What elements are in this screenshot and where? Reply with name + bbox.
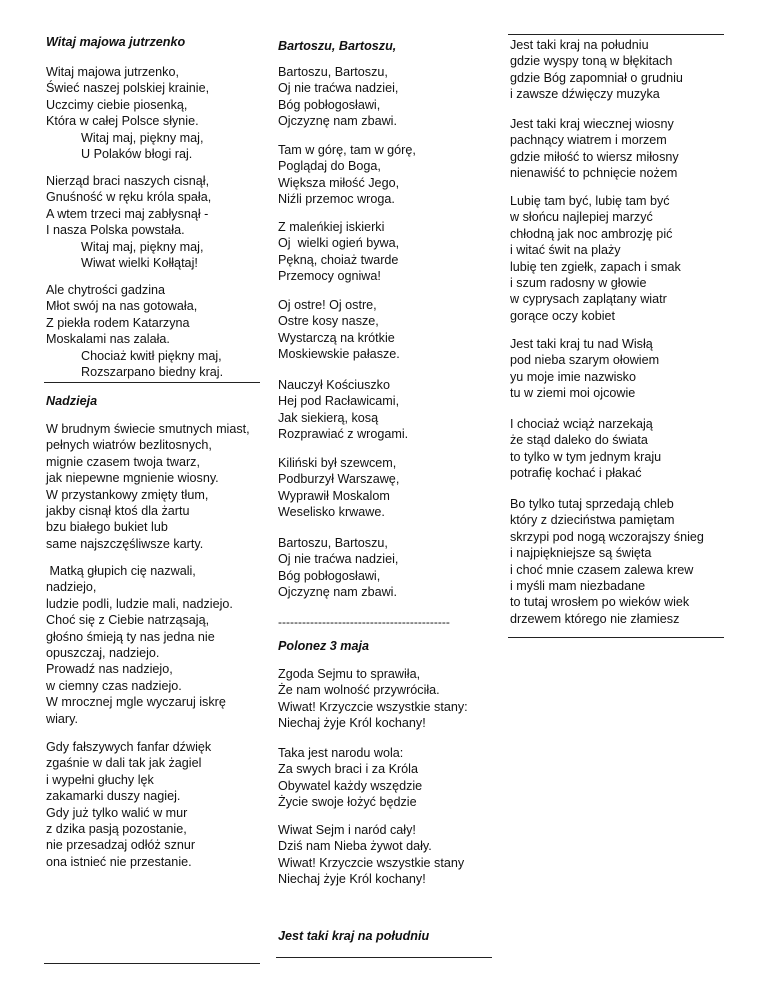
verse-line: Witaj majowa jutrzenko, [46, 65, 179, 79]
verse-line: zakamarki duszy nagiej. [46, 789, 181, 804]
verse-line: lubię ten zgiełk, zapach i smak [510, 259, 681, 274]
verse-line: Za swych braci i za Króla [278, 762, 418, 777]
stanza [510, 116, 679, 182]
stanza [278, 455, 399, 521]
verse-line: wiary. [46, 711, 78, 726]
verse-line: Matką głupich cię nazwali, [46, 564, 196, 578]
verse-line: i szum radosny w głowie [510, 276, 647, 291]
verse-line: głośno śmieją ty nas jedna nie [46, 629, 215, 644]
verse-line: Nauczył Kościuszko [278, 378, 390, 392]
verse-line: Że nam wolność przywróciła. [278, 683, 440, 698]
verse-line: Pękną, choiaż twarde [278, 252, 399, 267]
verse-line: Moskiewskie pałasze. [278, 347, 400, 362]
verse-line: Niechaj żyje Król kochany! [278, 716, 426, 731]
verse-line: to tutaj wrosłem po wieków wiek [510, 595, 690, 610]
verse-line: Ojczyznę nam zbawi. [278, 114, 397, 129]
verse-line: zgaśnie w dali tak jak żagiel [46, 756, 202, 771]
verse-line: I nasza Polska powstała. [46, 223, 185, 238]
verse-line: W przystankowy zmięty tłum, [46, 487, 209, 502]
verse-line: Nierząd braci naszych cisnął, [46, 174, 210, 188]
poem-title-polonez: Polonez 3 maja [278, 639, 369, 653]
col2-rule-bottom [276, 957, 492, 958]
stanza [278, 219, 399, 285]
verse-line: Wiwat Sejm i naród cały! [278, 823, 416, 837]
verse-line: mignie czasem twoja twarz, [46, 454, 200, 469]
verse-line: Poglądaj do Boga, [278, 159, 381, 174]
verse-line: Podburzył Warszawę, [278, 472, 400, 487]
verse-line: Taka jest narodu wola: [278, 746, 404, 760]
verse-line: Bartoszu, Bartoszu, [278, 536, 388, 550]
verse-line: pod nieba szarym ołowiem [510, 353, 660, 368]
verse-line: Ostre kosy nasze, [278, 314, 379, 329]
verse-line: Wystarczą na krótkie [278, 330, 395, 345]
verse-line: że stąd daleko do świata [510, 433, 648, 448]
verse-line: pełnych wiatrów bezlitosnych, [46, 438, 212, 453]
verse-line: Hej pod Racławicami, [278, 394, 400, 409]
verse-line: I chociaż wciąż narzekają [510, 417, 653, 431]
verse-line: Bartoszu, Bartoszu, [278, 65, 388, 79]
verse-line: Oj ostre! Oj ostre, [278, 298, 377, 312]
verse-line: Obywatel każdy wszędzie [278, 778, 423, 793]
verse-line: Wiwat! Krzyczcie wszystkie stany: [278, 699, 468, 714]
stanza [278, 666, 468, 732]
verse-line: Weselisko krwawe. [278, 505, 385, 520]
verse-line: potrafię kochać i płakać [510, 466, 642, 481]
verse-line: Prowadź nas nadziejo, [46, 662, 173, 677]
verse-line: Witaj maj, piękny maj, [46, 239, 204, 254]
verse-line: w słońcu najlepiej marzyć [510, 210, 653, 225]
col3-rule-top [508, 34, 724, 35]
verse-line: Niechaj żyje Król kochany! [278, 872, 426, 887]
poem-title-bartoszu: Bartoszu, Bartoszu, [278, 39, 397, 53]
col1-rule-bottom [44, 963, 260, 964]
verse-line: i zawsze dźwięczy muzyka [510, 87, 660, 102]
verse-line: Rozszarpano biedny kraj. [46, 365, 224, 380]
verse-line: jakby cisnął ktoś dla żartu [46, 504, 190, 519]
verse-line: to tylko w tym jednym kraju [510, 449, 662, 464]
verse-line: bzu białego bukiet lub [46, 520, 168, 535]
verse-line: Moskalami nas zalała. [46, 332, 170, 347]
verse-line: nadziejo, [46, 580, 97, 595]
verse-line: Choć się z Ciebie natrząsają, [46, 613, 210, 628]
verse-line: Gnuśność w ręku króla spała, [46, 190, 212, 205]
col3-rule-bottom [508, 637, 724, 638]
verse-line: i myśli mam niezbadane [510, 579, 646, 594]
verse-line: gdzie wyspy toną w błękitach [510, 54, 673, 69]
verse-line: A wtem trzeci maj zabłysnął - [46, 206, 209, 221]
stanza [278, 64, 398, 130]
stanza [510, 416, 661, 482]
verse-line: chłodną jak noc ambrozję pić [510, 226, 673, 241]
verse-line: tu w ziemi moi ojcowie [510, 386, 636, 401]
verse-line: Ojczyznę nam zbawi. [278, 585, 397, 600]
verse-line: i wypełni głuchy lęk [46, 772, 154, 787]
verse-line: yu moje imie nazwisko [510, 369, 636, 384]
poem-title-witaj: Witaj majowa jutrzenko [46, 35, 186, 49]
separator-dashes: ------------------------------------------- [278, 615, 450, 629]
verse-line: Gdy już tylko walić w mur [46, 805, 188, 820]
verse-line: W mrocznej mgle wyczaruj iskrę [46, 695, 226, 710]
verse-line: Witaj maj, piękny maj, [46, 130, 204, 145]
stanza [46, 563, 233, 727]
poem-title-jest-taki-kraj: Jest taki kraj na południu [278, 929, 430, 943]
verse-line: Z piekła rodem Katarzyna [46, 315, 190, 330]
verse-line: nienawiść to pchnięcie nożem [510, 166, 678, 181]
verse-line: Życie swoje łożyć będzie [278, 795, 417, 810]
verse-line: Która w całej Polsce słynie. [46, 114, 199, 129]
verse-line: ona istnieć nie przestanie. [46, 854, 192, 869]
verse-line: W brudnym świecie smutnych miast, [46, 422, 250, 436]
verse-line: Chociaż kwitł piękny maj, [46, 348, 222, 363]
verse-line: Gdy fałszywych fanfar dźwięk [46, 740, 212, 754]
verse-line: Wyprawił Moskalom [278, 488, 390, 503]
verse-line: pachnący wiatrem i morzem [510, 133, 667, 148]
stanza [46, 421, 250, 552]
verse-line: drzewem którego nie złamiesz [510, 611, 680, 626]
verse-line: nie przesadzaj odłóż sznur [46, 838, 196, 853]
verse-line: który z dzieciństwa pamiętam [510, 513, 675, 528]
verse-line: ludzie podli, ludzie mali, nadziejo. [46, 596, 233, 611]
verse-line: U Polaków błogi raj. [46, 147, 193, 162]
verse-line: Oj nie traćwa nadziei, [278, 552, 399, 567]
stanza [510, 336, 659, 402]
verse-line: Większa miłość Jego, [278, 175, 400, 190]
verse-line: Uczcimy ciebie piosenką, [46, 97, 188, 112]
verse-line: gorące oczy kobiet [510, 308, 616, 323]
verse-line: Bóg pobłogosławi, [278, 97, 381, 112]
stanza [278, 535, 398, 601]
verse-line: Niźli przemoc wroga. [278, 192, 395, 207]
verse-line: Jest taki kraj wiecznej wiosny [510, 117, 674, 131]
poem-title-nadzieja: Nadzieja [46, 394, 98, 408]
verse-line: Z maleńkiej iskierki [278, 220, 385, 234]
verse-line: Zgoda Sejmu to sprawiła, [278, 667, 421, 681]
verse-line: Oj wielki ogień bywa, [278, 236, 400, 251]
verse-line: Bóg pobłogosławi, [278, 568, 381, 583]
stanza [278, 297, 400, 363]
verse-line: Młot swój na nas gotowała, [46, 299, 198, 314]
verse-line: Przemocy ogniwa! [278, 269, 381, 284]
verse-line: Jest taki kraj na południu [510, 38, 649, 52]
verse-line: w cyprysach zaplątany wiatr [510, 292, 667, 307]
stanza [46, 173, 211, 271]
stanza [278, 377, 408, 443]
stanza [46, 282, 223, 380]
stanza [510, 37, 683, 103]
verse-line: i witać świt na plaży [510, 243, 621, 258]
stanza [278, 745, 422, 811]
verse-line: Tam w górę, tam w górę, [278, 143, 416, 157]
verse-line: gdzie Bóg zapomniał o grudniu [510, 70, 683, 85]
verse-line: jak niepewne mgnienie wiosny. [46, 471, 219, 486]
col1-rule-mid [44, 382, 260, 383]
verse-line: i najpiękniejsze są święta [510, 546, 652, 561]
verse-line: Jak siekierą, kosą [278, 410, 379, 425]
verse-line: Jest taki kraj tu nad Wisłą [510, 337, 653, 351]
verse-line: Oj nie traćwa nadziei, [278, 81, 399, 96]
verse-line: Świeć naszej polskiej krainie, [46, 81, 210, 96]
stanza [46, 739, 211, 870]
verse-line: w ciemny czas nadziejo. [46, 678, 182, 693]
stanza [278, 142, 416, 208]
verse-line: Bo tylko tutaj sprzedają chleb [510, 497, 674, 511]
verse-line: z dzika pasją pozostanie, [46, 822, 187, 837]
verse-line: same najszczęśliwsze karty. [46, 536, 204, 551]
stanza [278, 822, 464, 888]
verse-line: Lubię tam być, lubię tam być [510, 194, 670, 208]
verse-line: Wiwat wielki Kołłątaj! [46, 256, 198, 271]
verse-line: Wiwat! Krzyczcie wszystkie stany [278, 855, 465, 870]
stanza [510, 193, 681, 324]
stanza [46, 64, 209, 162]
verse-line: gdzie miłość to wiersz miłosny [510, 149, 679, 164]
verse-line: i choć mnie czasem zalewa krew [510, 562, 694, 577]
stanza [510, 496, 704, 627]
verse-line: Ale chytrości gadzina [46, 283, 166, 297]
verse-line: Dziś nam Nieba żywot dały. [278, 839, 432, 854]
verse-line: Rozprawiać z wrogami. [278, 427, 409, 442]
verse-line: opuszczaj, nadziejo. [46, 646, 160, 661]
verse-line: skrzypi pod nogą wczorajszy śnieg [510, 529, 704, 544]
verse-line: Kiliński był szewcem, [278, 456, 397, 470]
